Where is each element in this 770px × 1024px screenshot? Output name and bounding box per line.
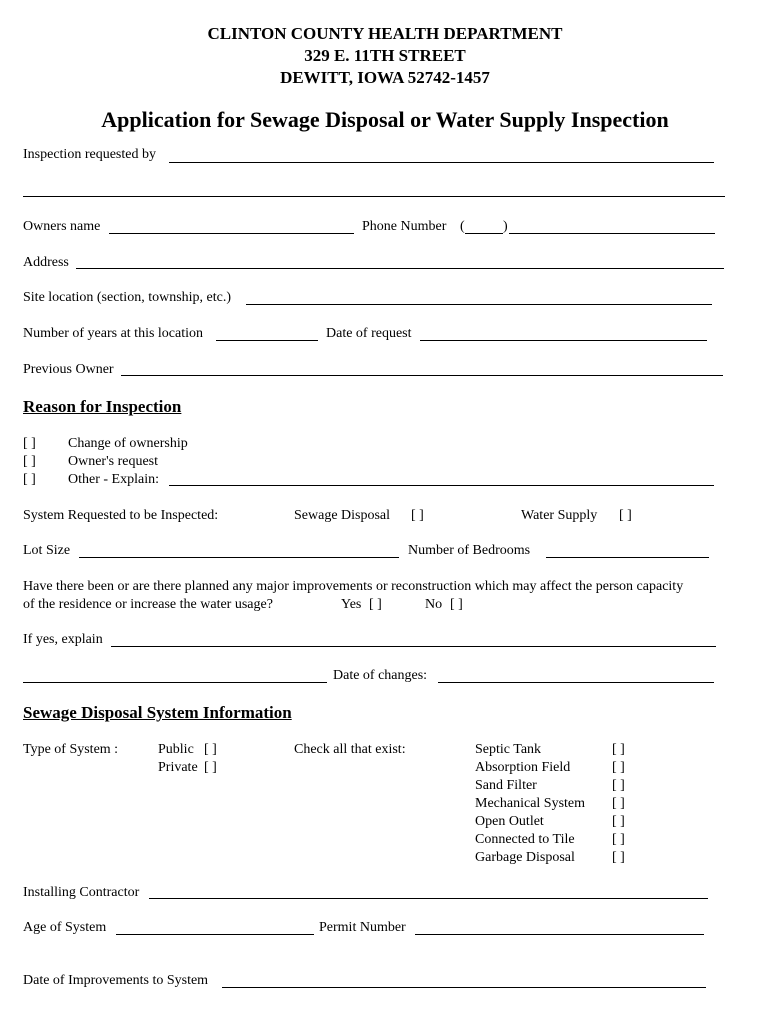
reason-checkbox-change-ownership[interactable]: [ ]	[23, 436, 36, 451]
date-of-improvements-label: Date of Improvements to System	[23, 973, 209, 988]
permit-number-line[interactable]	[415, 934, 704, 935]
if-yes-explain-line-2[interactable]	[23, 682, 327, 683]
component-garbage-disposal: Garbage Disposal	[475, 850, 575, 865]
reason-option-owners-request: Owner's request	[68, 454, 158, 469]
system-requested-label: System Requested to be Inspected:	[23, 508, 219, 523]
other-explain-line[interactable]	[169, 485, 714, 486]
years-at-location-line[interactable]	[216, 340, 318, 341]
owners-name-label: Owners name	[23, 219, 101, 234]
previous-owner-label: Previous Owner	[23, 362, 114, 377]
component-open-outlet: Open Outlet	[475, 814, 544, 829]
component-connected-to-tile: Connected to Tile	[475, 832, 575, 847]
type-public-checkbox[interactable]: [ ]	[204, 742, 217, 757]
component-absorption-field-checkbox[interactable]: [ ]	[612, 760, 625, 775]
inspection-requested-by-label: Inspection requested by	[23, 147, 156, 162]
component-mechanical-system-checkbox[interactable]: [ ]	[612, 796, 625, 811]
type-of-system-label: Type of System :	[23, 742, 119, 757]
phone-number-label: Phone Number	[362, 219, 447, 234]
component-sand-filter-checkbox[interactable]: [ ]	[612, 778, 625, 793]
bedrooms-label: Number of Bedrooms	[408, 543, 531, 558]
age-of-system-line[interactable]	[116, 934, 314, 935]
type-private-label: Private	[158, 760, 198, 775]
site-location-label: Site location (section, township, etc.)	[23, 290, 232, 305]
permit-number-label: Permit Number	[319, 920, 406, 935]
sewage-info-heading: Sewage Disposal System Information	[23, 703, 292, 722]
installing-contractor-label: Installing Contractor	[23, 885, 140, 900]
component-absorption-field: Absorption Field	[475, 760, 571, 775]
reason-checkbox-owners-request[interactable]: [ ]	[23, 454, 36, 469]
phone-paren-open: (	[460, 219, 465, 234]
phone-area-code-line[interactable]	[465, 233, 503, 234]
header-agency: CLINTON COUNTY HEALTH DEPARTMENT	[207, 24, 563, 43]
reason-option-change-ownership: Change of ownership	[68, 436, 188, 451]
years-at-location-label: Number of years at this location	[23, 326, 204, 341]
lot-size-line[interactable]	[79, 557, 399, 558]
improvements-question-line1: Have there been or are there planned any major improvements or reconstruction which may affect the person capacity	[23, 579, 684, 594]
phone-number-line[interactable]	[509, 233, 715, 234]
improvements-yes-label: Yes	[341, 597, 362, 612]
date-of-request-label: Date of request	[326, 326, 412, 341]
system-sewage-label: Sewage Disposal	[294, 508, 391, 523]
system-water-checkbox[interactable]: [ ]	[619, 508, 632, 523]
if-yes-explain-line[interactable]	[111, 646, 716, 647]
date-of-request-line[interactable]	[420, 340, 707, 341]
improvements-no-label: No	[425, 597, 443, 612]
bedrooms-line[interactable]	[546, 557, 709, 558]
improvements-question-line2: of the residence or increase the water usage?	[23, 597, 273, 612]
owners-name-line[interactable]	[109, 233, 354, 234]
system-water-label: Water Supply	[521, 508, 598, 523]
improvements-no-checkbox[interactable]: [ ]	[450, 597, 463, 612]
site-location-line[interactable]	[246, 304, 712, 305]
installing-contractor-line[interactable]	[149, 898, 708, 899]
check-all-label: Check all that exist:	[294, 742, 406, 757]
reason-checkbox-other[interactable]: [ ]	[23, 472, 36, 487]
component-sand-filter: Sand Filter	[475, 778, 537, 793]
age-of-system-label: Age of System	[23, 920, 107, 935]
component-mechanical-system: Mechanical System	[475, 796, 586, 811]
date-of-improvements-line[interactable]	[222, 987, 706, 988]
if-yes-explain-label: If yes, explain	[23, 632, 103, 647]
improvements-yes-checkbox[interactable]: [ ]	[369, 597, 382, 612]
address-line[interactable]	[76, 268, 724, 269]
component-garbage-disposal-checkbox[interactable]: [ ]	[612, 850, 625, 865]
type-private-checkbox[interactable]: [ ]	[204, 760, 217, 775]
component-connected-to-tile-checkbox[interactable]: [ ]	[612, 832, 625, 847]
previous-owner-line[interactable]	[121, 375, 723, 376]
address-label: Address	[23, 255, 69, 270]
inspection-requested-by-line[interactable]	[169, 162, 714, 163]
reason-option-other: Other - Explain:	[68, 472, 159, 487]
header-city: DEWITT, IOWA 52742-1457	[280, 68, 490, 87]
date-of-changes-line[interactable]	[438, 682, 714, 683]
date-of-changes-label: Date of changes:	[333, 668, 428, 683]
phone-paren-close: )	[503, 219, 508, 234]
type-public-label: Public	[158, 742, 194, 757]
lot-size-label: Lot Size	[23, 543, 71, 558]
header-street: 329 E. 11TH STREET	[304, 46, 466, 65]
form-title: Application for Sewage Disposal or Water Supply Inspection	[101, 107, 669, 132]
component-septic-tank-checkbox[interactable]: [ ]	[612, 742, 625, 757]
inspection-requested-by-line-2[interactable]	[23, 196, 725, 197]
component-open-outlet-checkbox[interactable]: [ ]	[612, 814, 625, 829]
system-sewage-checkbox[interactable]: [ ]	[411, 508, 424, 523]
component-septic-tank: Septic Tank	[475, 742, 542, 757]
reason-heading: Reason for Inspection	[23, 397, 182, 416]
